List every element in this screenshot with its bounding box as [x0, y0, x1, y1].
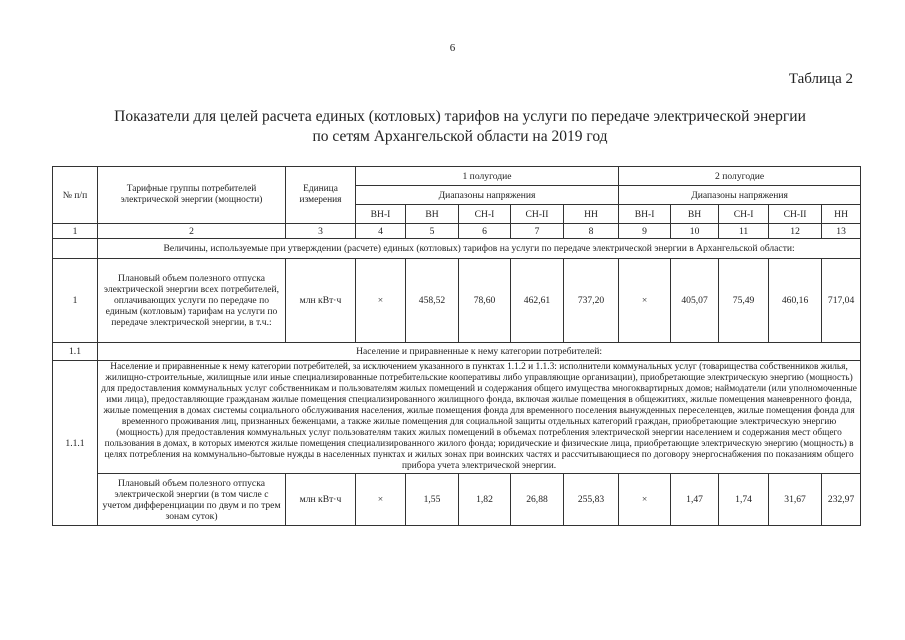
col-index: 7 — [511, 224, 564, 239]
header-voltage: НН — [564, 205, 619, 224]
title-line-2: по сетям Архангельской области на 2019 год — [312, 128, 608, 145]
value-cell: 717,04 — [822, 259, 861, 343]
table-label: Таблица 2 — [788, 71, 853, 87]
page-number: 6 — [449, 42, 456, 54]
row-text: Население и приравненные к нему категории потребителей: — [98, 343, 861, 361]
header-voltage: НН — [822, 205, 861, 224]
document-title — [60, 107, 860, 147]
header-voltage: ВН — [406, 205, 459, 224]
tariff-table — [52, 166, 861, 526]
row-description: Плановый объем полезного отпуска электрической энергии всех потребителей, оплачивающих услуги по передаче по единым (котловым) тарифам на услуги по передаче электрической энергии, в т.ч.: — [98, 259, 286, 343]
value-cell: 460,16 — [769, 259, 822, 343]
header-half1: 1 полугодие — [356, 167, 619, 186]
col-index: 12 — [769, 224, 822, 239]
header-half2: 2 полугодие — [619, 167, 861, 186]
value-cell: 1,47 — [671, 474, 719, 526]
value-cell: × — [356, 259, 406, 343]
value-cell: 78,60 — [459, 259, 511, 343]
value-cell: 26,88 — [511, 474, 564, 526]
header-voltage: ВН — [671, 205, 719, 224]
value-cell: 75,49 — [719, 259, 769, 343]
header-voltage: ВН-I — [356, 205, 406, 224]
row-num: 1.1.1 — [53, 361, 98, 526]
value-cell: 462,61 — [511, 259, 564, 343]
table-row — [53, 474, 861, 526]
row-unit: млн кВт·ч — [286, 259, 356, 343]
index-row — [53, 224, 861, 239]
value-cell: 232,97 — [822, 474, 861, 526]
col-index: 4 — [356, 224, 406, 239]
col-index: 13 — [822, 224, 861, 239]
col-index: 8 — [564, 224, 619, 239]
col-index: 3 — [286, 224, 356, 239]
row-unit: млн кВт·ч — [286, 474, 356, 526]
header-voltage: СН-II — [769, 205, 822, 224]
value-cell: 1,74 — [719, 474, 769, 526]
row-num: 1 — [53, 259, 98, 343]
header-voltage: СН-II — [511, 205, 564, 224]
header-col-num: № п/п — [53, 167, 98, 224]
value-cell: × — [619, 259, 671, 343]
col-index: 6 — [459, 224, 511, 239]
table-row — [53, 259, 861, 343]
table-row — [53, 343, 861, 361]
value-cell: 458,52 — [406, 259, 459, 343]
header-voltage-ranges-2: Диапазоны напряжения — [619, 186, 861, 205]
value-cell: × — [356, 474, 406, 526]
col-index: 10 — [671, 224, 719, 239]
header-voltage-ranges-1: Диапазоны напряжения — [356, 186, 619, 205]
section-text: Величины, используемые при утверждении (расчете) единых (котловых) тарифов на услуги по передаче электрической энергии в Архангельской области: — [98, 239, 861, 259]
row-num: 1.1 — [53, 343, 98, 361]
col-index: 1 — [53, 224, 98, 239]
header-voltage: СН-I — [719, 205, 769, 224]
value-cell: 405,07 — [671, 259, 719, 343]
section-num-cell — [53, 239, 98, 259]
value-cell: 1,82 — [459, 474, 511, 526]
header-col-unit: Единица измерения — [286, 167, 356, 224]
col-index: 11 — [719, 224, 769, 239]
header-voltage: СН-I — [459, 205, 511, 224]
value-cell: × — [619, 474, 671, 526]
header-voltage: ВН-I — [619, 205, 671, 224]
value-cell: 737,20 — [564, 259, 619, 343]
value-cell: 1,55 — [406, 474, 459, 526]
section-row — [53, 239, 861, 259]
col-index: 5 — [406, 224, 459, 239]
title-line-1: Показатели для целей расчета единых (котловых) тарифов на услуги по передаче электрической энергии — [114, 108, 806, 125]
header-col-groups: Тарифные группы потребителей электрической энергии (мощности) — [98, 167, 286, 224]
col-index: 2 — [98, 224, 286, 239]
value-cell: 255,83 — [564, 474, 619, 526]
row-description: Плановый объем полезного отпуска электрической энергии (в том числе с учетом дифференциации по двум и по трем зонам суток) — [98, 474, 286, 526]
category-description: Население и приравненные к нему категории потребителей, за исключением указанного в пунктах 1.1.2 и 1.1.3: исполнители коммунальных услуг (товарищества собственников жилья, жилищно-строительные, жилищные или иные специализированные потребительские кооперативы либо управляющие организации), приобретающие электрическую энергию (мощность) для предоставления коммунальных услуг собственникам и пользователям жилых помещений и содержания общего имущества многоквартирных домов; наймодатели (или уполномоченные ими лица), предоставляющие гражданам жилые помещения специализированного жилищного фонда, включая жилые помещения в общежитиях, жилые помещения маневренного фонда, жилые помещения в домах системы социального обслуживания населения, жилые помещения фонда для временного поселения вынужденных переселенцев, жилые помещения фонда для временного проживания лиц, признанных беженцами, а также жилые помещения для социальной защиты отдельных категорий граждан, приобретающие электрическую энергию (мощность) для предоставления коммунальных услуг пользователям таких жилых помещений в объемах потребления электрической энергии населением и содержания мест общего пользования в домах, в которых имеются жилые помещения специализированного жилого фонда; юридические и физические лица, приобретающие электрическую энергию (мощность) в целях потребления на коммунально-бытовые нужды в населенных пунктах и жилых зонах при воинских частях и рассчитывающиеся по договору энергоснабжения по показаниям общего прибора учета электрической энергии. — [98, 361, 861, 474]
table-row — [53, 361, 861, 474]
col-index: 9 — [619, 224, 671, 239]
value-cell: 31,67 — [769, 474, 822, 526]
